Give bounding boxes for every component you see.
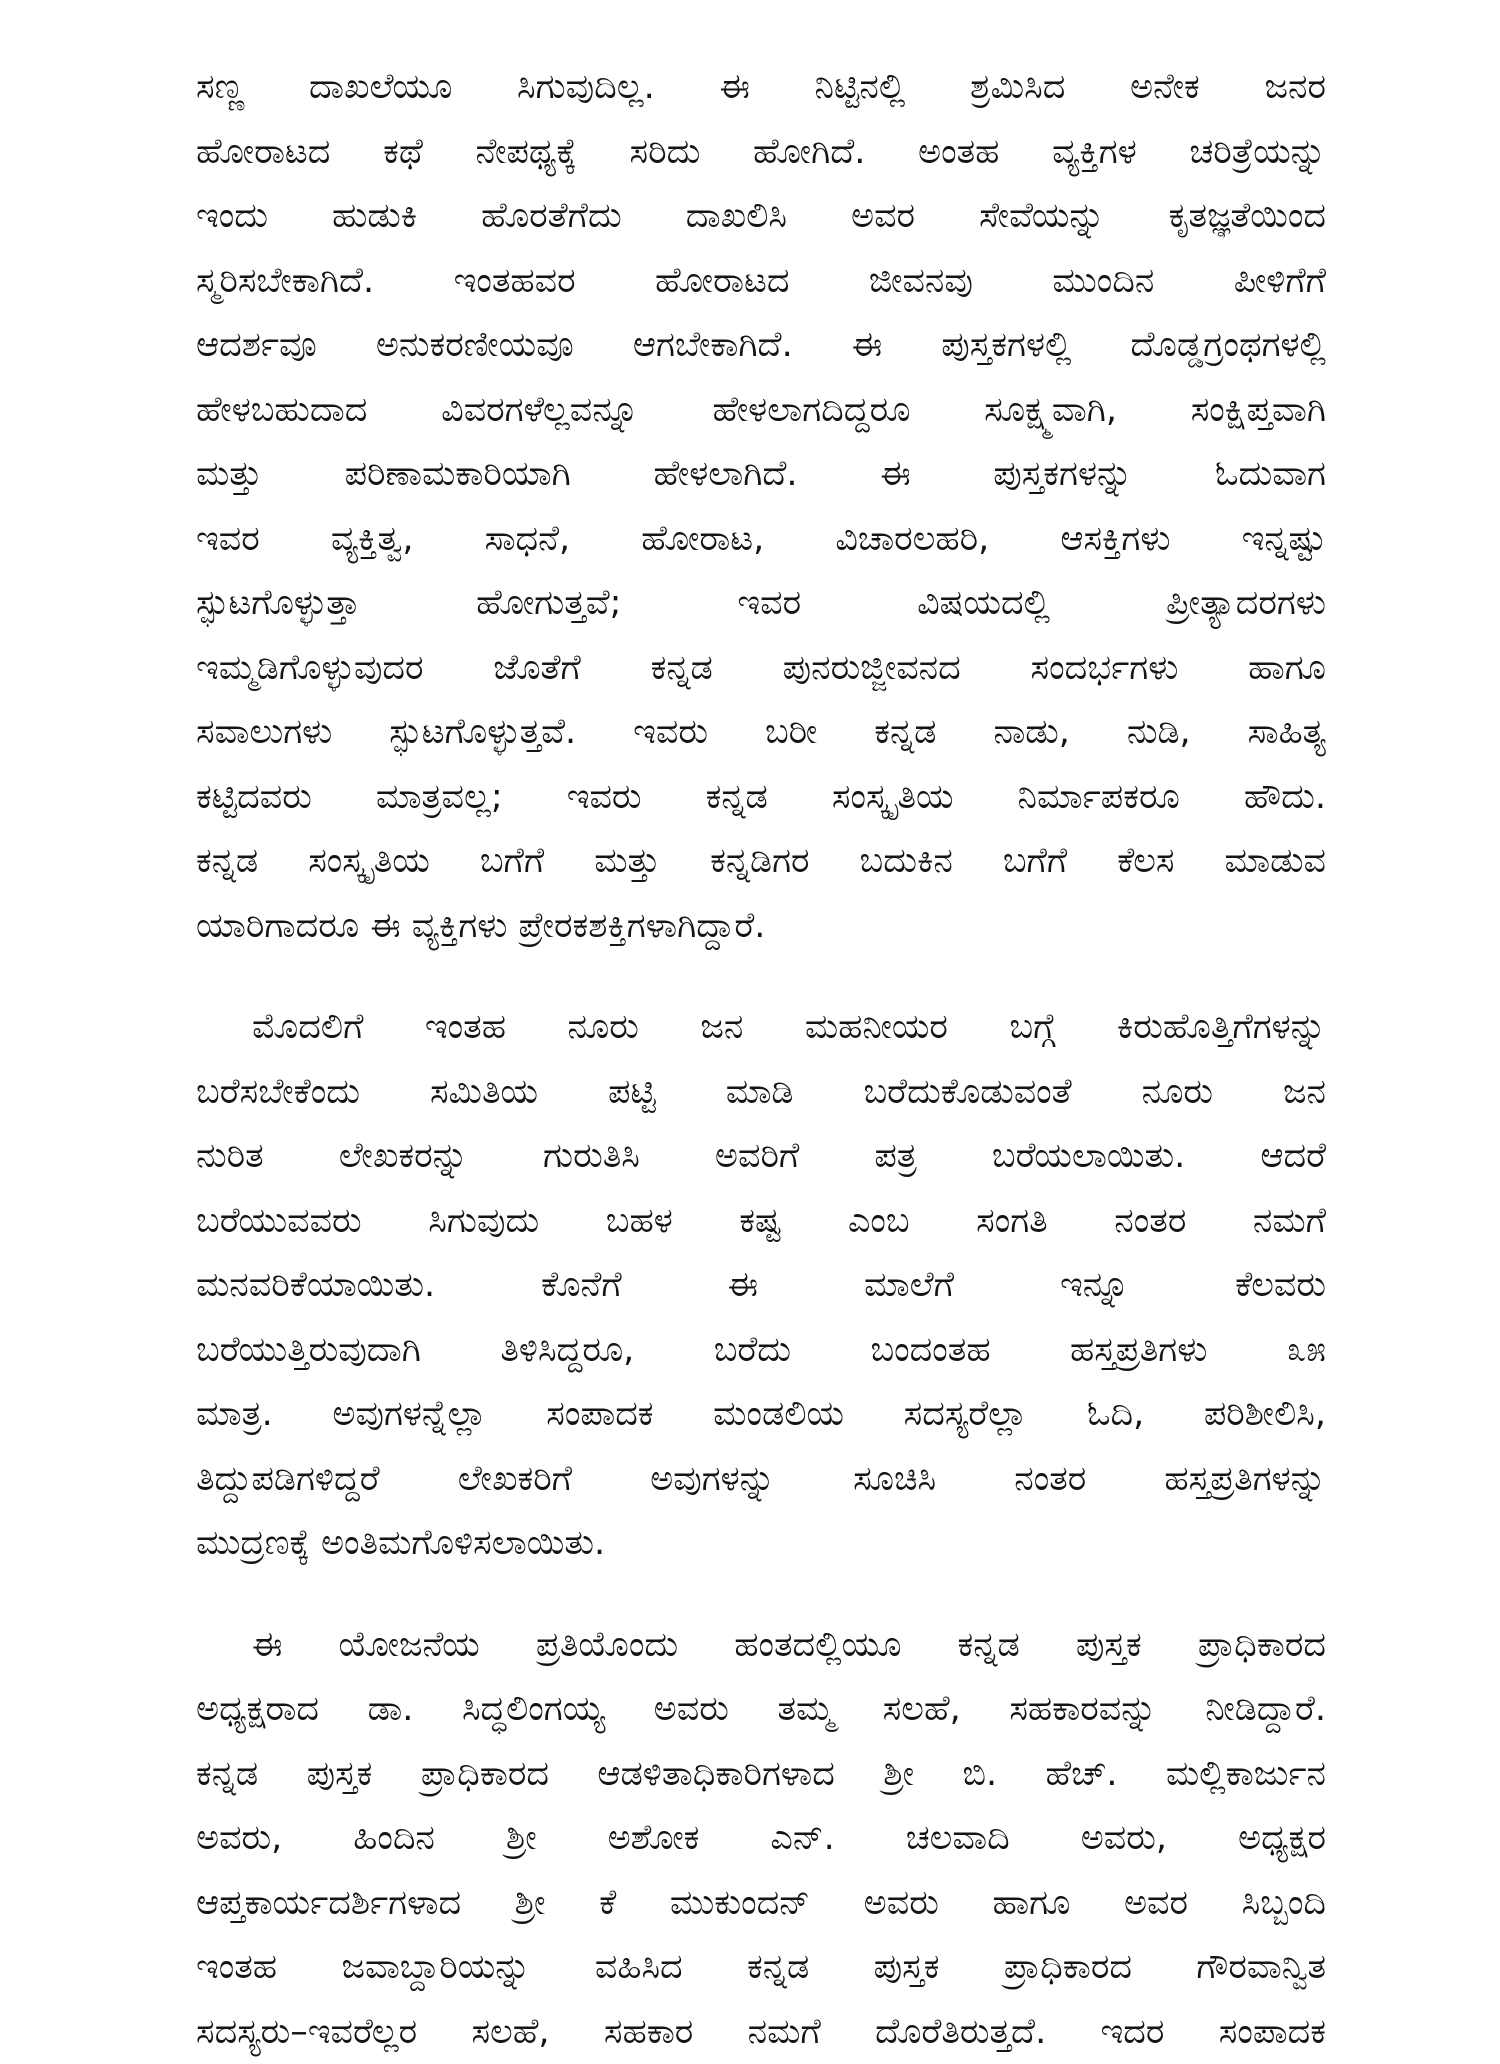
text-line: ಆಪ್ತಕಾರ್ಯದರ್ಶಿಗಳಾದ ಶ್ರೀ ಕೆ ಮುಕುಂದನ್ ಅವರು ಹಾಗೂ ಅವರ ಸಿಬ್ಬಂದಿ [196, 1871, 1326, 1936]
text-line: ಇವರ ವ್ಯಕ್ತಿತ್ವ, ಸಾಧನೆ, ಹೋರಾಟ, ವಿಚಾರಲಹರಿ, ಆಸಕ್ತಿಗಳು ಇನ್ನಷ್ಟು [196, 507, 1326, 572]
text-line: ಮನವರಿಕೆಯಾಯಿತು. ಕೊನೆಗೆ ಈ ಮಾಲೆಗೆ ಇನ್ನೂ ಕೆಲವರು [196, 1253, 1326, 1318]
document-page [196, 55, 1326, 2064]
text-line: ಹೇಳಬಹುದಾದ ವಿವರಗಳೆಲ್ಲವನ್ನೂ ಹೇಳಲಾಗದಿದ್ದರೂ ಸೂಕ್ಷ್ಮವಾಗಿ, ಸಂಕ್ಷಿಪ್ತವಾಗಿ [196, 378, 1326, 443]
text-line: ಇಂದು ಹುಡುಕಿ ಹೊರತೆಗೆದು ದಾಖಲಿಸಿ ಅವರ ಸೇವೆಯನ್ನು ಕೃತಜ್ಞತೆಯಿಂದ [196, 184, 1326, 249]
paragraph-1 [196, 55, 1326, 958]
text-line: ಸ್ಮರಿಸಬೇಕಾಗಿದೆ. ಇಂತಹವರ ಹೋರಾಟದ ಜೀವನವು ಮುಂದಿನ ಪೀಳಿಗೆಗೆ [196, 249, 1326, 314]
text-line: ಸವಾಲುಗಳು ಸ್ಫುಟಗೊಳ್ಳುತ್ತವೆ. ಇವರು ಬರೀ ಕನ್ನಡ ನಾಡು, ನುಡಿ, ಸಾಹಿತ್ಯ [196, 700, 1326, 765]
text-line: ಕಟ್ಟಿದವರು ಮಾತ್ರವಲ್ಲ; ಇವರು ಕನ್ನಡ ಸಂಸ್ಕೃತಿಯ ನಿರ್ಮಾಪಕರೂ ಹೌದು. [196, 765, 1326, 830]
text-line: ಬರೆಸಬೇಕೆಂದು ಸಮಿತಿಯ ಪಟ್ಟಿ ಮಾಡಿ ಬರೆದುಕೊಡುವಂತೆ ನೂರು ಜನ [196, 1060, 1326, 1125]
text-line: ಅಧ್ಯಕ್ಷರಾದ ಡಾ. ಸಿದ್ಧಲಿಂಗಯ್ಯ ಅವರು ತಮ್ಮ ಸಲಹೆ, ಸಹಕಾರವನ್ನು ನೀಡಿದ್ದಾರೆ. [196, 1677, 1326, 1742]
text-line: ಕನ್ನಡ ಪುಸ್ತಕ ಪ್ರಾಧಿಕಾರದ ಆಡಳಿತಾಧಿಕಾರಿಗಳಾದ ಶ್ರೀ ಬಿ. ಹೆಚ್. ಮಲ್ಲಿಕಾರ್ಜುನ [196, 1742, 1326, 1807]
text-line: ಸದಸ್ಯರು–ಇವರೆಲ್ಲರ ಸಲಹೆ, ಸಹಕಾರ ನಮಗೆ ದೊರೆತಿರುತ್ತದೆ. ಇದರ ಸಂಪಾದಕ [196, 2000, 1326, 2064]
text-line: ಸಣ್ಣ ದಾಖಲೆಯೂ ಸಿಗುವುದಿಲ್ಲ. ಈ ನಿಟ್ಟಿನಲ್ಲಿ ಶ್ರಮಿಸಿದ ಅನೇಕ ಜನರ [196, 55, 1326, 120]
text-line: ಇಮ್ಮಡಿಗೊಳ್ಳುವುದರ ಜೊತೆಗೆ ಕನ್ನಡ ಪುನರುಜ್ಜೀವನದ ಸಂದರ್ಭಗಳು ಹಾಗೂ [196, 636, 1326, 701]
text-line: ಈ ಯೋಜನೆಯ ಪ್ರತಿಯೊಂದು ಹಂತದಲ್ಲಿಯೂ ಕನ್ನಡ ಪುಸ್ತಕ ಪ್ರಾಧಿಕಾರದ [196, 1613, 1326, 1678]
text-line: ಹೋರಾಟದ ಕಥೆ ನೇಪಥ್ಯಕ್ಕೆ ಸರಿದು ಹೋಗಿದೆ. ಅಂತಹ ವ್ಯಕ್ತಿಗಳ ಚರಿತ್ರೆಯನ್ನು [196, 120, 1326, 185]
text-line: ಮುದ್ರಣಕ್ಕೆ ಅಂತಿಮಗೊಳಿಸಲಾಯಿತು. [196, 1511, 1326, 1576]
text-line: ನುರಿತ ಲೇಖಕರನ್ನು ಗುರುತಿಸಿ ಅವರಿಗೆ ಪತ್ರ ಬರೆಯಲಾಯಿತು. ಆದರೆ [196, 1124, 1326, 1189]
text-line: ಸ್ಫುಟಗೊಳ್ಳುತ್ತಾ ಹೋಗುತ್ತವೆ; ಇವರ ವಿಷಯದಲ್ಲಿ ಪ್ರೀತ್ಯಾದರಗಳು [196, 571, 1326, 636]
paragraph-3 [196, 1613, 1326, 2064]
text-line: ಇಂತಹ ಜವಾಬ್ದಾರಿಯನ್ನು ವಹಿಸಿದ ಕನ್ನಡ ಪುಸ್ತಕ ಪ್ರಾಧಿಕಾರದ ಗೌರವಾನ್ವಿತ [196, 1935, 1326, 2000]
text-line: ಕನ್ನಡ ಸಂಸ್ಕೃತಿಯ ಬಗೆಗೆ ಮತ್ತು ಕನ್ನಡಿಗರ ಬದುಕಿನ ಬಗೆಗೆ ಕೆಲಸ ಮಾಡುವ [196, 829, 1326, 894]
paragraph-2 [196, 995, 1326, 1576]
text-line: ಮಾತ್ರ. ಅವುಗಳನ್ನೆಲ್ಲಾ ಸಂಪಾದಕ ಮಂಡಲಿಯ ಸದಸ್ಯರೆಲ್ಲಾ ಓದಿ, ಪರಿಶೀಲಿಸಿ, [196, 1382, 1326, 1447]
text-line: ಮತ್ತು ಪರಿಣಾಮಕಾರಿಯಾಗಿ ಹೇಳಲಾಗಿದೆ. ಈ ಪುಸ್ತಕಗಳನ್ನು ಓದುವಾಗ [196, 442, 1326, 507]
text-line: ಯಾರಿಗಾದರೂ ಈ ವ್ಯಕ್ತಿಗಳು ಪ್ರೇರಕಶಕ್ತಿಗಳಾಗಿದ್ದಾರೆ. [196, 894, 1326, 959]
text-line: ತಿದ್ದುಪಡಿಗಳಿದ್ದರೆ ಲೇಖಕರಿಗೆ ಅವುಗಳನ್ನು ಸೂಚಿಸಿ ನಂತರ ಹಸ್ತಪ್ರತಿಗಳನ್ನು [196, 1447, 1326, 1512]
text-line: ಮೊದಲಿಗೆ ಇಂತಹ ನೂರು ಜನ ಮಹನೀಯರ ಬಗ್ಗೆ ಕಿರುಹೊತ್ತಿಗೆಗಳನ್ನು [196, 995, 1326, 1060]
text-line: ಆದರ್ಶವೂ ಅನುಕರಣೀಯವೂ ಆಗಬೇಕಾಗಿದೆ. ಈ ಪುಸ್ತಕಗಳಲ್ಲಿ ದೊಡ್ಡಗ್ರಂಥಗಳಲ್ಲಿ [196, 313, 1326, 378]
text-line: ಅವರು, ಹಿಂದಿನ ಶ್ರೀ ಅಶೋಕ ಎನ್. ಚಲವಾದಿ ಅವರು, ಅಧ್ಯಕ್ಷರ [196, 1806, 1326, 1871]
text-line: ಬರೆಯುತ್ತಿರುವುದಾಗಿ ತಿಳಿಸಿದ್ದರೂ, ಬರೆದು ಬಂದಂತಹ ಹಸ್ತಪ್ರತಿಗಳು ೩೫ [196, 1318, 1326, 1383]
text-line: ಬರೆಯುವವರು ಸಿಗುವುದು ಬಹಳ ಕಷ್ಟ ಎಂಬ ಸಂಗತಿ ನಂತರ ನಮಗೆ [196, 1189, 1326, 1254]
